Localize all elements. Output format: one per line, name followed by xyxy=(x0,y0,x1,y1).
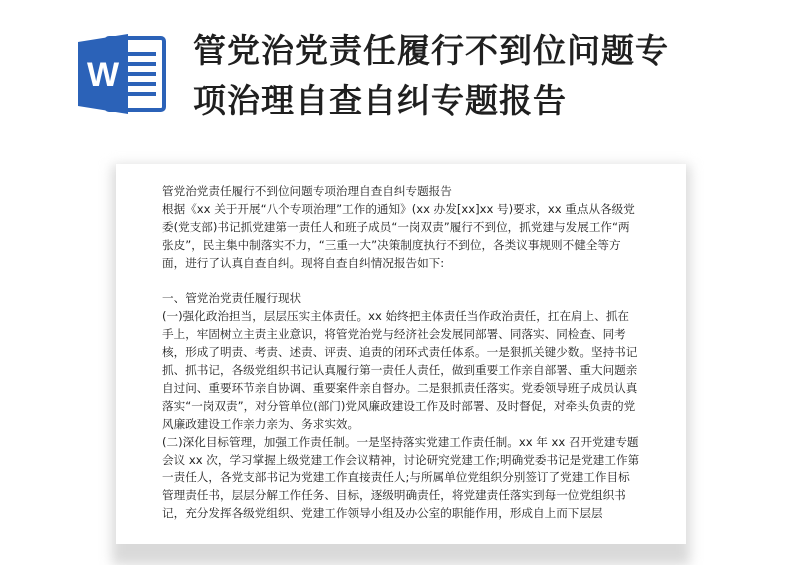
document-heading: 管党治党责任履行不到位问题专项治理自查自纠专题报告 xyxy=(162,184,452,198)
banner xyxy=(0,0,800,165)
paragraph-2: (二)深化目标管理，加强工作责任制。一是坚持落实党建工作责任制。xx 年 xx 召开党建专题会议 xx 次，学习掌握上级党建工作会议精神，讨论研究党建工作;明确党委书记是党建工作第一责任人，各党支部书记为党建工作直接责任人;与所属单位党组织分别签订了党建工作目标管理责任书，层层分解工作任务、目标，逐级明确责任，将党建责任落实到每一位党组织书记，充分发挥各级党组织、党建工作领导小组及办公室的职能作用，形成自上而下层层 xyxy=(162,434,640,521)
section-title: 一、管党治党责任履行现状 xyxy=(162,291,302,306)
intro-paragraph: 根据《xx 关于开展“八个专项治理”工作的通知》(xx 办发[xx]xx 号)要求，xx 重点从各级党委(党支部)书记抓党建第一责任人和班子成员“一岗双责”履行不到位，抓党建与发展工作“两张皮”，民主集中制落实不力，“三重一大”决策制度执行不到位，各类议事规则不健全等方面，进行了认真自查自纠。现将自查自纠情况报告如下: xyxy=(162,201,635,270)
document-title-line2: 项治理自查自纠专题报告 xyxy=(193,81,567,120)
document-title-line1: 管党治党责任履行不到位问题专 xyxy=(193,31,669,70)
word-logo-icon xyxy=(76,30,168,118)
blank-line xyxy=(162,273,640,291)
word-logo-letter: W xyxy=(86,56,120,94)
document-title xyxy=(193,26,783,126)
paragraph-1: (一)强化政治担当，层层压实主体责任。xx 始终把主体责任当作政治责任，扛在肩上、抓在手上，牢固树立主责主业意识，将管党治党与经济社会发展同部署、同落实、同检查、同考核，形成了明责、考责、述责、评责、追责的闭环式责任体系。一是狠抓关键少数。坚持书记抓、抓书记，各级党组织书记认真履行第一责任人责任，做到重要工作亲自部署、重大问题亲自过问、重要环节亲自协调、重要案件亲自督办。二是狠抓责任落实。党委领导班子成员认真落实“一岗双责”，对分管单位(部门)党风廉政建设工作及时部署、及时督促，对牵头负责的党风廉政建设工作亲力亲为、务求实效。 xyxy=(162,309,638,431)
document-body xyxy=(162,183,640,523)
document-page xyxy=(116,164,686,544)
